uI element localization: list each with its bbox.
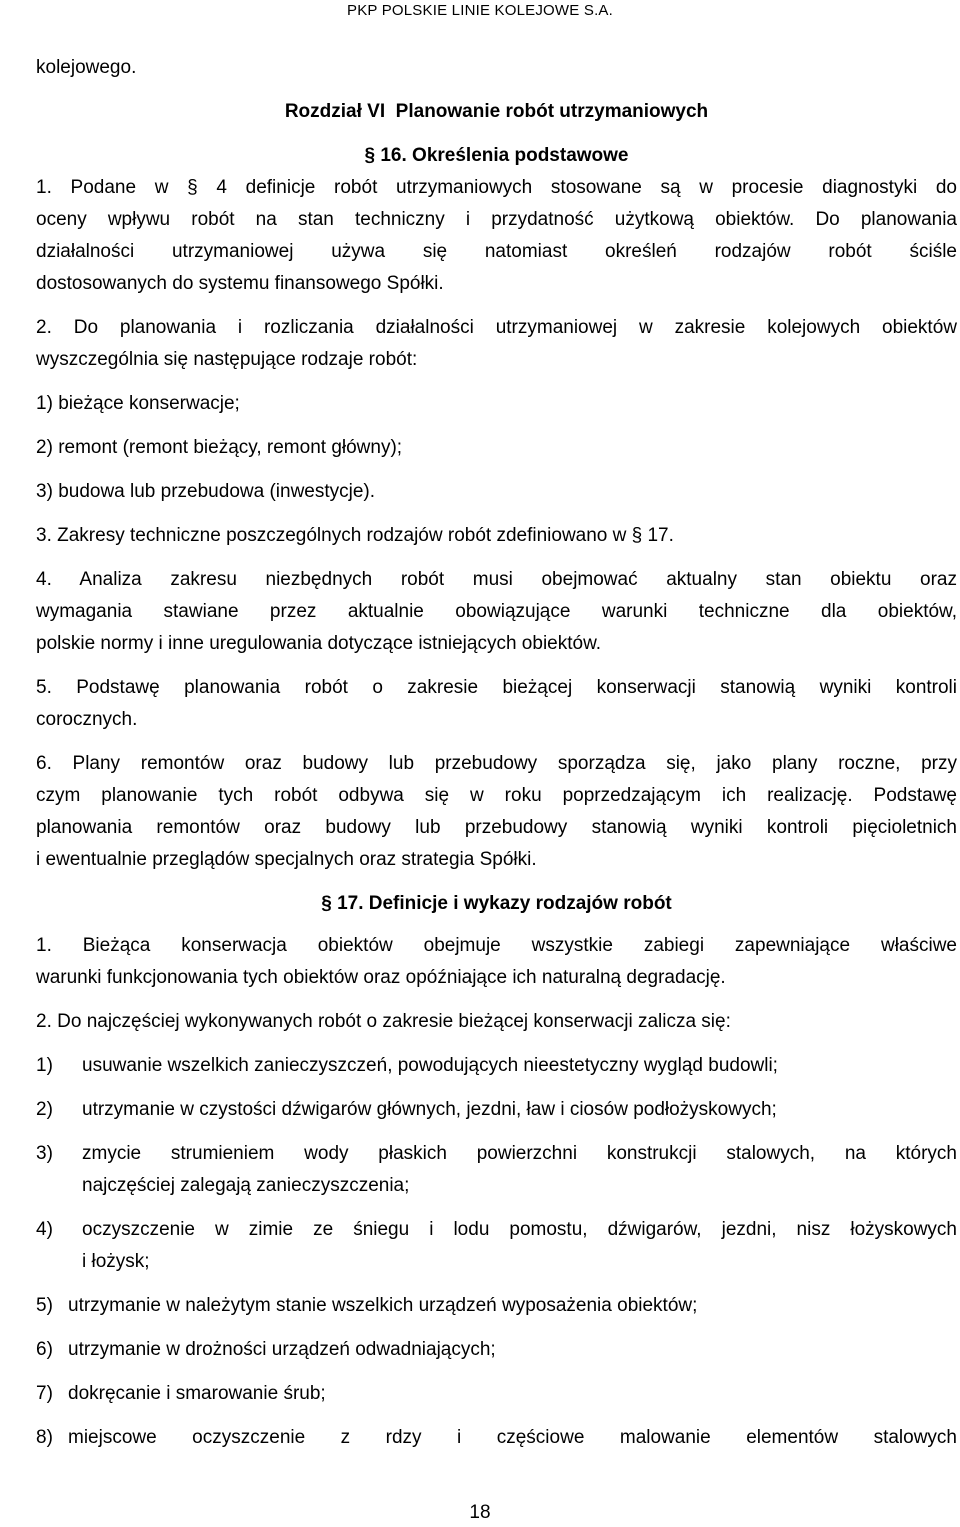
- text-line: dostosowanych do systemu finansowego Spółki.: [36, 273, 444, 294]
- list-item: 8) miejscowe oczyszczenie z rdzy i częściowe malowanie elementów stalowych: [36, 1427, 957, 1448]
- chapter-title: Rozdział VI Planowanie robót utrzymaniowych: [284, 101, 709, 122]
- text-line: czym planowanie tych robót odbywa się w roku poprzedzającym ich realizację. Podstawę: [36, 785, 957, 806]
- text-line: 1. Bieżąca konserwacja obiektów obejmuje wszystkie zabiegi zapewniające właściwe: [36, 935, 957, 956]
- list-item: 3) budowa lub przebudowa (inwestycje).: [36, 481, 376, 502]
- text-line: 4. Analiza zakresu niezbędnych robót musi obejmować aktualny stan obiektu oraz: [36, 569, 957, 590]
- text-line: planowania remontów oraz budowy lub przebudowy stanowią wyniki kontroli pięcioletnich: [36, 817, 957, 838]
- text-line: 6. Plany remontów oraz budowy lub przebudowy sporządza się, jako plany roczne, przy: [36, 753, 957, 774]
- list-item: 7) dokręcanie i smarowanie śrub;: [36, 1383, 326, 1404]
- text-line: polskie normy i inne uregulowania dotyczące istniejących obiektów.: [36, 633, 602, 654]
- list-item: 3) zmycie strumieniem wody płaskich powierzchni konstrukcji stalowych, na których najczęściej zalegają zanieczyszczenia;: [36, 1143, 957, 1196]
- paragraph-16-4: [36, 564, 957, 660]
- document-header: PKP POLSKIE LINIE KOLEJOWE S.A.: [346, 2, 614, 19]
- text-line: corocznych.: [36, 709, 138, 730]
- paragraph-16-1: [36, 172, 957, 300]
- paragraph-17-2: 2. Do najczęściej wykonywanych robót o zakresie bieżącej konserwacji zalicza się:: [36, 1011, 731, 1032]
- text-line: działalności utrzymaniowej używa się natomiast określeń rodzajów robót ściśle: [36, 241, 957, 262]
- paragraph-16-2: [36, 312, 957, 376]
- text-line: 5. Podstawę planowania robót o zakresie bieżącej konserwacji stanowią wyniki kontroli: [36, 677, 957, 698]
- list-item: 2) utrzymanie w czystości dźwigarów głównych, jezdni, ław i ciosów podłożyskowych;: [36, 1099, 777, 1120]
- text-line: i ewentualnie przeglądów specjalnych oraz strategia Spółki.: [36, 849, 537, 870]
- text-line: wymagania stawiane przez aktualnie obowiązujące warunki techniczne dla obiektów,: [36, 601, 957, 622]
- list-item: 1) bieżące konserwacje;: [36, 393, 240, 414]
- text-line: warunki funkcjonowania tych obiektów oraz opóźniające ich naturalną degradację.: [36, 967, 726, 988]
- list-item: 1) usuwanie wszelkich zanieczyszczeń, powodujących nieestetyczny wygląd budowli;: [36, 1055, 778, 1076]
- paragraph-16-3: 3. Zakresy techniczne poszczególnych rodzajów robót zdefiniowano w § 17.: [36, 525, 674, 546]
- text-line: oceny wpływu robót na stan techniczny i przydatność użytkową obiektów. Do planowania: [36, 209, 957, 230]
- list-item: 2) remont (remont bieżący, remont główny);: [36, 437, 403, 458]
- section-16-title: § 16. Określenia podstawowe: [364, 145, 629, 166]
- text-line: wyszczególnia się następujące rodzaje robót:: [36, 349, 418, 370]
- page-number: 18: [469, 1502, 491, 1523]
- paragraph-16-5: [36, 672, 957, 736]
- text-line: 2. Do planowania i rozliczania działalności utrzymaniowej w zakresie kolejowych obiektów: [36, 317, 957, 338]
- list-item: 6) utrzymanie w drożności urządzeń odwadniających;: [36, 1339, 496, 1360]
- intro-text: kolejowego.: [36, 57, 137, 78]
- paragraph-17-1: [36, 930, 957, 994]
- list-item: 5) utrzymanie w należytym stanie wszelkich urządzeń wyposażenia obiektów;: [36, 1295, 698, 1316]
- text-line: 1. Podane w § 4 definicje robót utrzymaniowych stosowane są w procesie diagnostyki do: [36, 177, 957, 198]
- page-content: [36, 52, 957, 1454]
- section-17-title: § 17. Definicje i wykazy rodzajów robót: [321, 893, 672, 914]
- list-item: 4) oczyszczenie w zimie ze śniegu i lodu pomostu, dźwigarów, jezdni, nisz łożyskowych i łożysk;: [36, 1219, 957, 1272]
- paragraph-16-6: [36, 748, 957, 876]
